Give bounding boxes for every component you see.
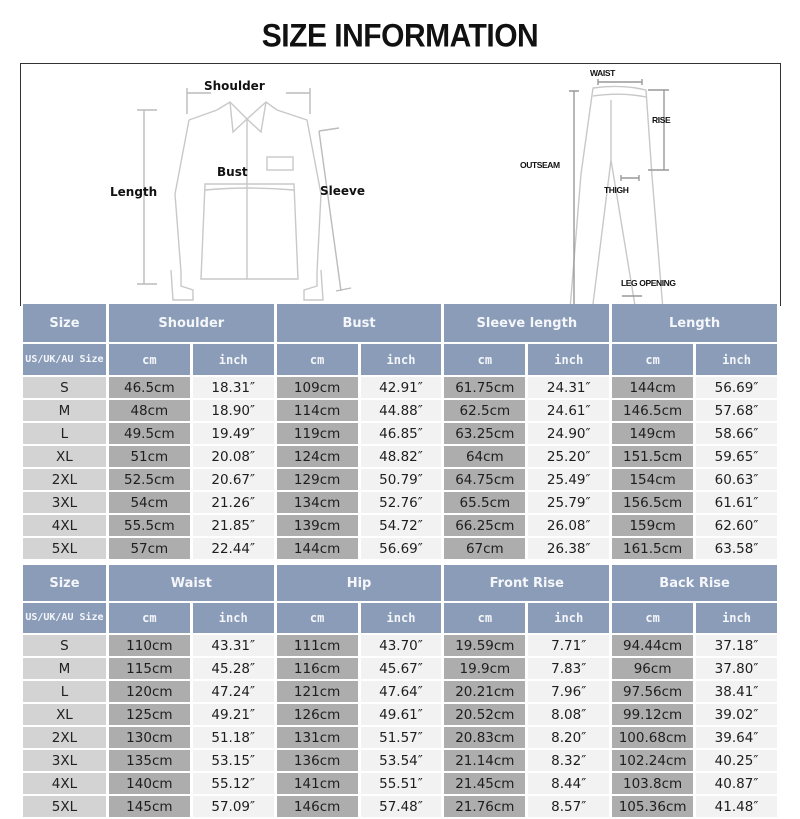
inch-value-cell: 7.83″ xyxy=(528,658,609,679)
table-row xyxy=(23,727,777,748)
size-header: Size xyxy=(23,304,106,342)
inch-value-cell: 21.26″ xyxy=(193,492,274,513)
size-cell: M xyxy=(23,400,106,421)
bottom-size-table xyxy=(20,563,780,819)
inch-value-cell: 61.61″ xyxy=(696,492,777,513)
cm-value-cell: 120cm xyxy=(109,681,190,702)
inch-value-cell: 54.72″ xyxy=(361,515,442,536)
inch-value-cell: 39.64″ xyxy=(696,727,777,748)
cm-value-cell: 57cm xyxy=(109,538,190,559)
size-cell: XL xyxy=(23,704,106,725)
table-row xyxy=(23,469,777,490)
unit-cm-header: cm xyxy=(277,344,358,375)
group-header-waist: Waist xyxy=(109,565,274,601)
inch-value-cell: 24.61″ xyxy=(528,400,609,421)
cm-value-cell: 144cm xyxy=(612,377,693,398)
cm-value-cell: 135cm xyxy=(109,750,190,771)
inch-value-cell: 48.82″ xyxy=(361,446,442,467)
cm-value-cell: 64.75cm xyxy=(444,469,525,490)
rise-label: RISE xyxy=(652,115,671,125)
cm-value-cell: 19.9cm xyxy=(444,658,525,679)
inch-value-cell: 18.90″ xyxy=(193,400,274,421)
inch-value-cell: 42.91″ xyxy=(361,377,442,398)
shoulder-label: Shoulder xyxy=(204,79,265,93)
size-subheader: US/UK/AU Size xyxy=(23,344,106,375)
size-cell: 2XL xyxy=(23,727,106,748)
cm-value-cell: 145cm xyxy=(109,796,190,817)
inch-value-cell: 57.09″ xyxy=(193,796,274,817)
inch-value-cell: 26.38″ xyxy=(528,538,609,559)
cm-value-cell: 67cm xyxy=(444,538,525,559)
inch-value-cell: 56.69″ xyxy=(361,538,442,559)
cm-value-cell: 66.25cm xyxy=(444,515,525,536)
inch-value-cell: 7.96″ xyxy=(528,681,609,702)
cm-value-cell: 105.36cm xyxy=(612,796,693,817)
inch-value-cell: 8.20″ xyxy=(528,727,609,748)
table-row xyxy=(23,515,777,536)
cm-value-cell: 49.5cm xyxy=(109,423,190,444)
cm-value-cell: 55.5cm xyxy=(109,515,190,536)
cm-value-cell: 121cm xyxy=(277,681,358,702)
cm-value-cell: 52.5cm xyxy=(109,469,190,490)
inch-value-cell: 22.44″ xyxy=(193,538,274,559)
unit-cm-header: cm xyxy=(612,344,693,375)
cm-value-cell: 19.59cm xyxy=(444,635,525,656)
inch-value-cell: 8.08″ xyxy=(528,704,609,725)
cm-value-cell: 48cm xyxy=(109,400,190,421)
unit-cm-header: cm xyxy=(109,344,190,375)
inch-value-cell: 50.79″ xyxy=(361,469,442,490)
inch-value-cell: 58.66″ xyxy=(696,423,777,444)
cm-value-cell: 109cm xyxy=(277,377,358,398)
inch-value-cell: 39.02″ xyxy=(696,704,777,725)
inch-value-cell: 53.15″ xyxy=(193,750,274,771)
cm-value-cell: 61.75cm xyxy=(444,377,525,398)
size-cell: S xyxy=(23,377,106,398)
unit-cm-header: cm xyxy=(444,603,525,633)
size-header: Size xyxy=(23,565,106,601)
cm-value-cell: 46.5cm xyxy=(109,377,190,398)
cm-value-cell: 21.76cm xyxy=(444,796,525,817)
inch-value-cell: 59.65″ xyxy=(696,446,777,467)
unit-cm-header: cm xyxy=(277,603,358,633)
cm-value-cell: 161.5cm xyxy=(612,538,693,559)
cm-value-cell: 146cm xyxy=(277,796,358,817)
cm-value-cell: 115cm xyxy=(109,658,190,679)
unit-inch-header: inch xyxy=(193,603,274,633)
group-header-length: Length xyxy=(612,304,777,342)
size-cell: L xyxy=(23,423,106,444)
group-header-back-rise: Back Rise xyxy=(612,565,777,601)
bottom-table-body xyxy=(23,635,777,817)
cm-value-cell: 146.5cm xyxy=(612,400,693,421)
inch-value-cell: 26.08″ xyxy=(528,515,609,536)
table-row xyxy=(23,423,777,444)
table-row xyxy=(23,681,777,702)
inch-value-cell: 37.80″ xyxy=(696,658,777,679)
inch-value-cell: 8.44″ xyxy=(528,773,609,794)
top-table-body xyxy=(23,377,777,559)
bust-label: Bust xyxy=(217,165,248,179)
cm-value-cell: 65.5cm xyxy=(444,492,525,513)
unit-cm-header: cm xyxy=(612,603,693,633)
inch-value-cell: 43.70″ xyxy=(361,635,442,656)
inch-value-cell: 25.20″ xyxy=(528,446,609,467)
sleeve-label: Sleeve xyxy=(320,184,365,198)
inch-value-cell: 51.57″ xyxy=(361,727,442,748)
unit-cm-header: cm xyxy=(444,344,525,375)
inch-value-cell: 55.12″ xyxy=(193,773,274,794)
size-cell: L xyxy=(23,681,106,702)
cm-value-cell: 20.83cm xyxy=(444,727,525,748)
cm-value-cell: 111cm xyxy=(277,635,358,656)
size-cell: XL xyxy=(23,446,106,467)
inch-value-cell: 40.25″ xyxy=(696,750,777,771)
inch-value-cell: 18.31″ xyxy=(193,377,274,398)
table-row xyxy=(23,400,777,421)
inch-value-cell: 49.61″ xyxy=(361,704,442,725)
unit-inch-header: inch xyxy=(361,603,442,633)
table-row xyxy=(23,773,777,794)
unit-inch-header: inch xyxy=(696,344,777,375)
inch-value-cell: 45.28″ xyxy=(193,658,274,679)
size-cell: 4XL xyxy=(23,773,106,794)
inch-value-cell: 43.31″ xyxy=(193,635,274,656)
inch-value-cell: 21.85″ xyxy=(193,515,274,536)
cm-value-cell: 63.25cm xyxy=(444,423,525,444)
size-cell: 2XL xyxy=(23,469,106,490)
table-row xyxy=(23,635,777,656)
size-cell: S xyxy=(23,635,106,656)
cm-value-cell: 136cm xyxy=(277,750,358,771)
cm-value-cell: 110cm xyxy=(109,635,190,656)
table-row xyxy=(23,377,777,398)
measurement-diagram xyxy=(20,63,781,306)
unit-cm-header: cm xyxy=(109,603,190,633)
group-header-front-rise: Front Rise xyxy=(444,565,609,601)
cm-value-cell: 97.56cm xyxy=(612,681,693,702)
inch-value-cell: 8.57″ xyxy=(528,796,609,817)
size-cell: M xyxy=(23,658,106,679)
cm-value-cell: 94.44cm xyxy=(612,635,693,656)
page-title: SIZE INFORMATION xyxy=(261,18,539,55)
cm-value-cell: 21.45cm xyxy=(444,773,525,794)
table-row xyxy=(23,492,777,513)
inch-value-cell: 63.58″ xyxy=(696,538,777,559)
cm-value-cell: 139cm xyxy=(277,515,358,536)
cm-value-cell: 51cm xyxy=(109,446,190,467)
cm-value-cell: 156.5cm xyxy=(612,492,693,513)
inch-value-cell: 47.24″ xyxy=(193,681,274,702)
group-header-sleeve-length: Sleeve length xyxy=(444,304,609,342)
table-row xyxy=(23,704,777,725)
size-cell: 3XL xyxy=(23,492,106,513)
cm-value-cell: 151.5cm xyxy=(612,446,693,467)
cm-value-cell: 21.14cm xyxy=(444,750,525,771)
inch-value-cell: 52.76″ xyxy=(361,492,442,513)
outseam-label: OUTSEAM xyxy=(520,160,560,170)
cm-value-cell: 129cm xyxy=(277,469,358,490)
size-cell: 5XL xyxy=(23,538,106,559)
inch-value-cell: 55.51″ xyxy=(361,773,442,794)
inch-value-cell: 53.54″ xyxy=(361,750,442,771)
inch-value-cell: 45.67″ xyxy=(361,658,442,679)
cm-value-cell: 64cm xyxy=(444,446,525,467)
cm-value-cell: 102.24cm xyxy=(612,750,693,771)
pants-outline-icon xyxy=(568,86,665,306)
leg-opening-label: LEG OPENING xyxy=(621,278,676,288)
inch-value-cell: 57.48″ xyxy=(361,796,442,817)
inch-value-cell: 56.69″ xyxy=(696,377,777,398)
inch-value-cell: 41.48″ xyxy=(696,796,777,817)
inch-value-cell: 57.68″ xyxy=(696,400,777,421)
cm-value-cell: 20.21cm xyxy=(444,681,525,702)
size-subheader: US/UK/AU Size xyxy=(23,603,106,633)
cm-value-cell: 20.52cm xyxy=(444,704,525,725)
unit-inch-header: inch xyxy=(528,344,609,375)
inch-value-cell: 37.18″ xyxy=(696,635,777,656)
cm-value-cell: 141cm xyxy=(277,773,358,794)
thigh-label: THIGH xyxy=(604,185,629,195)
cm-value-cell: 100.68cm xyxy=(612,727,693,748)
inch-value-cell: 24.90″ xyxy=(528,423,609,444)
table-row xyxy=(23,658,777,679)
cm-value-cell: 154cm xyxy=(612,469,693,490)
inch-value-cell: 8.32″ xyxy=(528,750,609,771)
unit-inch-header: inch xyxy=(361,344,442,375)
cm-value-cell: 131cm xyxy=(277,727,358,748)
cm-value-cell: 114cm xyxy=(277,400,358,421)
top-size-table xyxy=(20,302,780,561)
inch-value-cell: 40.87″ xyxy=(696,773,777,794)
cm-value-cell: 134cm xyxy=(277,492,358,513)
cm-value-cell: 116cm xyxy=(277,658,358,679)
inch-value-cell: 51.18″ xyxy=(193,727,274,748)
cm-value-cell: 62.5cm xyxy=(444,400,525,421)
inch-value-cell: 24.31″ xyxy=(528,377,609,398)
inch-value-cell: 25.79″ xyxy=(528,492,609,513)
inch-value-cell: 19.49″ xyxy=(193,423,274,444)
inch-value-cell: 49.21″ xyxy=(193,704,274,725)
waist-label: WAIST xyxy=(590,68,615,78)
cm-value-cell: 124cm xyxy=(277,446,358,467)
cm-value-cell: 140cm xyxy=(109,773,190,794)
table-row xyxy=(23,538,777,559)
cm-value-cell: 125cm xyxy=(109,704,190,725)
inch-value-cell: 62.60″ xyxy=(696,515,777,536)
inch-value-cell: 60.63″ xyxy=(696,469,777,490)
cm-value-cell: 159cm xyxy=(612,515,693,536)
table-row xyxy=(23,446,777,467)
cm-value-cell: 149cm xyxy=(612,423,693,444)
table-row xyxy=(23,796,777,817)
inch-value-cell: 20.67″ xyxy=(193,469,274,490)
inch-value-cell: 38.41″ xyxy=(696,681,777,702)
inch-value-cell: 44.88″ xyxy=(361,400,442,421)
cm-value-cell: 119cm xyxy=(277,423,358,444)
size-cell: 3XL xyxy=(23,750,106,771)
size-cell: 4XL xyxy=(23,515,106,536)
inch-value-cell: 46.85″ xyxy=(361,423,442,444)
unit-inch-header: inch xyxy=(528,603,609,633)
length-label: Length xyxy=(110,185,158,199)
table-row xyxy=(23,750,777,771)
cm-value-cell: 126cm xyxy=(277,704,358,725)
cm-value-cell: 144cm xyxy=(277,538,358,559)
group-header-bust: Bust xyxy=(277,304,442,342)
inch-value-cell: 25.49″ xyxy=(528,469,609,490)
inch-value-cell: 7.71″ xyxy=(528,635,609,656)
cm-value-cell: 103.8cm xyxy=(612,773,693,794)
group-header-shoulder: Shoulder xyxy=(109,304,274,342)
unit-inch-header: inch xyxy=(696,603,777,633)
group-header-hip: Hip xyxy=(277,565,442,601)
size-cell: 5XL xyxy=(23,796,106,817)
cm-value-cell: 96cm xyxy=(612,658,693,679)
cm-value-cell: 130cm xyxy=(109,727,190,748)
cm-value-cell: 54cm xyxy=(109,492,190,513)
unit-inch-header: inch xyxy=(193,344,274,375)
inch-value-cell: 20.08″ xyxy=(193,446,274,467)
inch-value-cell: 47.64″ xyxy=(361,681,442,702)
cm-value-cell: 99.12cm xyxy=(612,704,693,725)
